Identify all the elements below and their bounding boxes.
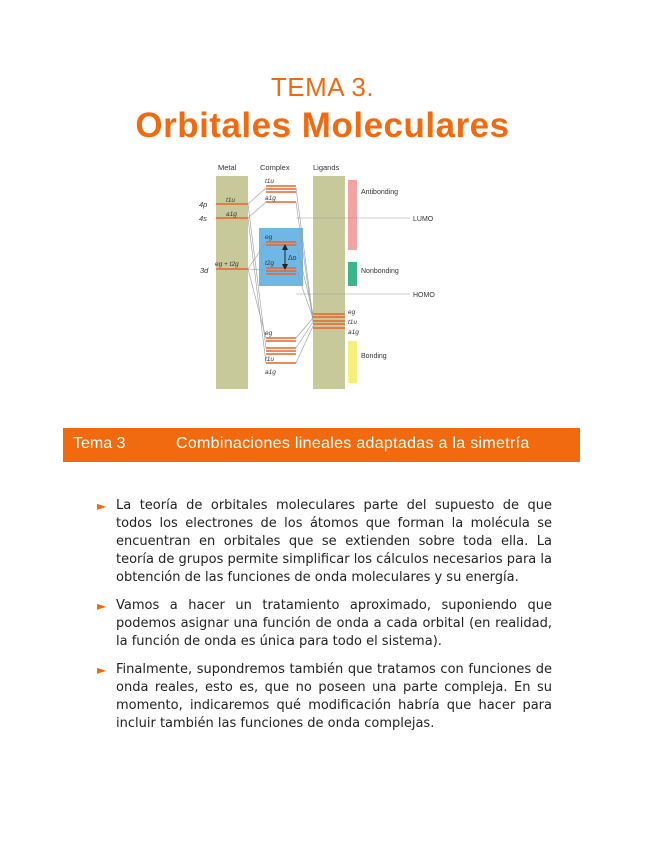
bullet-item — [97, 597, 552, 651]
metal-column — [216, 176, 248, 389]
label-complex-t1u-top: t1u — [265, 178, 275, 185]
label-ligand-a1g: a1g — [348, 329, 359, 336]
label-3d: 3d — [200, 266, 209, 275]
ligands-column — [313, 176, 345, 389]
label-nonbonding: Nonbonding — [361, 268, 399, 275]
banner-title: Combinaciones lineales adaptadas a la simetría — [176, 435, 530, 452]
label-ligand-t1u: t1u — [348, 319, 358, 326]
label-antibonding: Antibonding — [361, 189, 398, 196]
label-complex-eg-mid: eg — [265, 234, 273, 241]
label-metal-eg-t2g: eg + t2g — [215, 261, 239, 268]
label-bonding: Bonding — [361, 353, 387, 360]
label-complex-a1g-top: a1g — [265, 195, 276, 202]
label-lumo: LUMO — [413, 216, 434, 223]
label-4p: 4p — [199, 200, 208, 209]
title-line-1: TEMA 3. — [270, 72, 375, 102]
bullet-item — [97, 661, 552, 733]
label-delta: Δo — [288, 255, 297, 262]
bullet-arrow-icon: ► — [97, 663, 107, 677]
label-metal-t1u: t1u — [226, 197, 236, 204]
antibonding-bar — [348, 180, 357, 250]
bullet-arrow-icon: ► — [97, 599, 107, 613]
label-complex-t1u-bottom: t1u — [265, 356, 275, 363]
bullet-text: Finalmente, supondremos también que tratamos con funciones de onda reales, esto es, que no poseen una parte compleja. En su momento, indicaremos qué modificación habría que hacer para incluir también las funciones de onda complejas. — [116, 662, 552, 731]
label-4s: 4s — [199, 214, 207, 223]
bullet-list — [97, 497, 552, 743]
title-line-2: Orbitales Moleculares — [135, 106, 510, 145]
label-homo: HOMO — [413, 292, 435, 299]
label-complex-t2g-mid: t2g — [265, 260, 275, 267]
label-complex-eg-bottom: eg — [265, 330, 273, 337]
bullet-text: Vamos a hacer un tratamiento aproximado, suponiendo que podemos asignar una función de onda a cada orbital (en realidad, la función de onda es única para todo el sistema). — [116, 598, 552, 649]
label-complex-a1g-bottom: a1g — [265, 369, 276, 376]
bullet-text: La teoría de orbitales moleculares parte del supuesto de que todos los electrones de los átomos que forman la molécula se encuentran en orbitales que se extienden sobre toda ella. La teoría de grupos permite simplificar los cálculos necesarios para la obtención de las funciones de onda moleculares y su energía. — [116, 498, 552, 585]
banner-topic: Tema 3 — [73, 435, 126, 452]
nonbonding-bar — [348, 262, 357, 286]
section-banner — [63, 428, 580, 462]
label-ligand-eg: eg — [348, 309, 356, 316]
bonding-bar — [348, 341, 357, 383]
bullet-arrow-icon: ► — [97, 499, 107, 513]
header-complex: Complex — [260, 163, 290, 172]
label-metal-a1g: a1g — [226, 211, 237, 218]
bullet-item — [97, 497, 552, 587]
header-ligands: Ligands — [313, 163, 340, 172]
mo-diagram — [190, 158, 460, 393]
header-metal: Metal — [218, 163, 237, 172]
